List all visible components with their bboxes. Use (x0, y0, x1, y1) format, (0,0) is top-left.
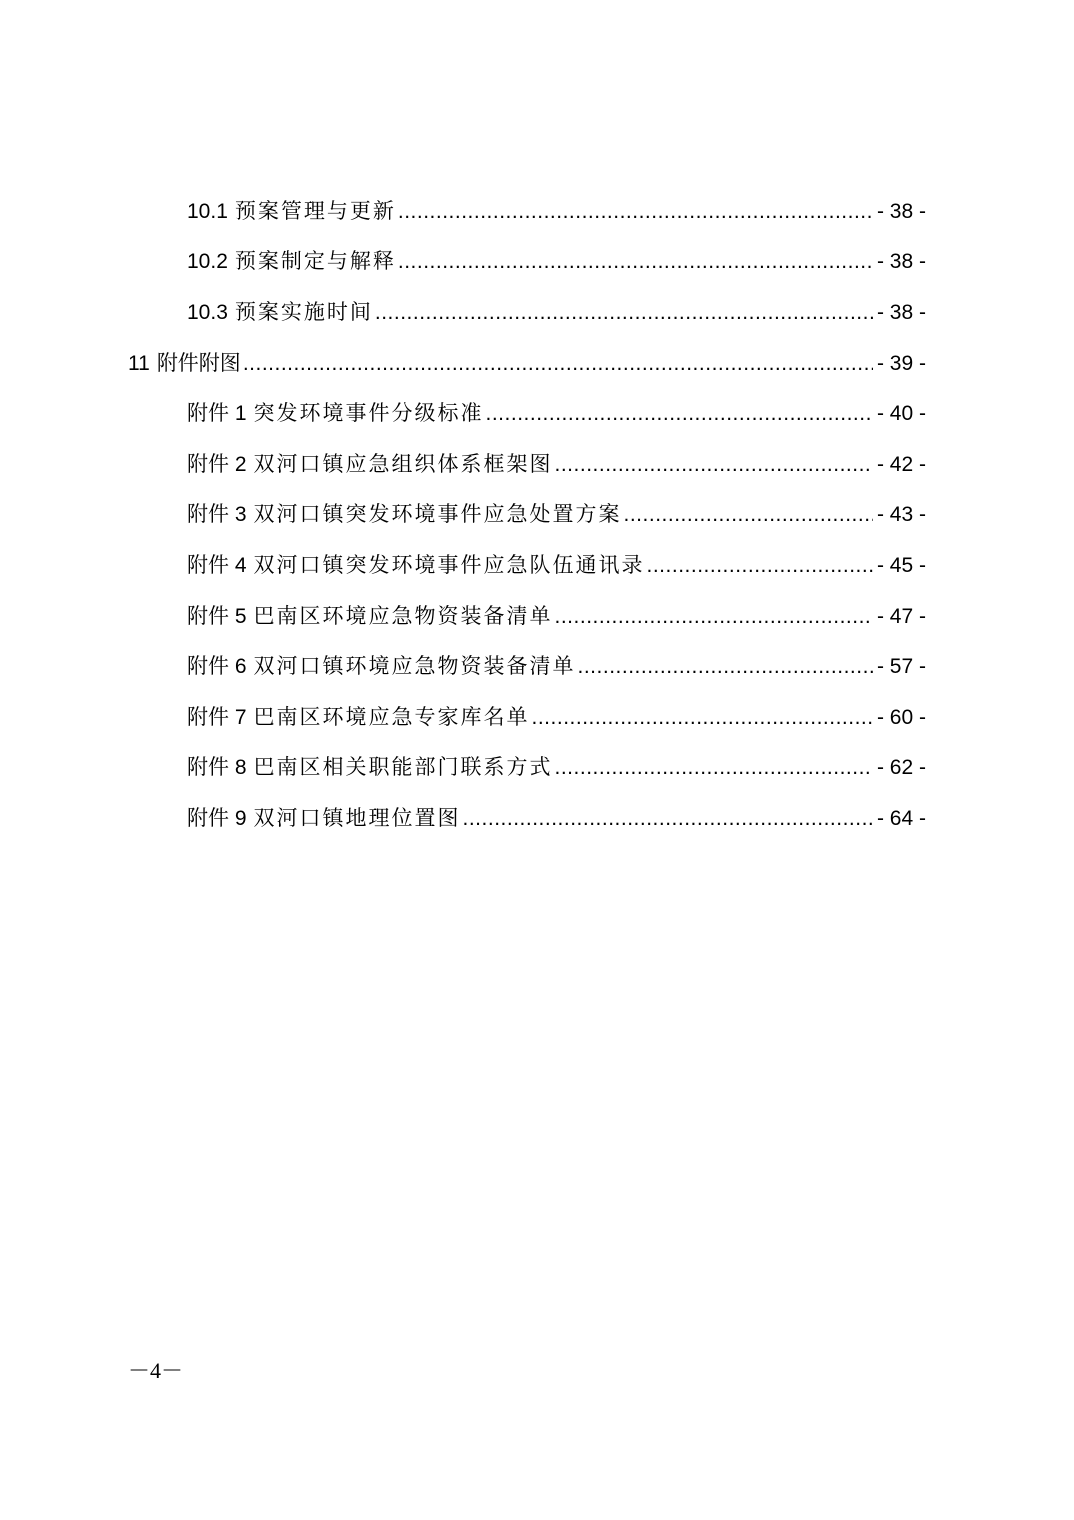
toc-entry-title: 突发环境事件分级标准 (253, 401, 484, 426)
toc-dot-leader (398, 251, 873, 272)
toc-entry-page: - 39 - (876, 351, 926, 375)
toc-entry-page: - 38 - (876, 199, 926, 223)
toc-entry-11[interactable] (0, 338, 1074, 389)
toc-entry-page: - 40 - (876, 402, 926, 426)
toc-entry-page: - 42 - (876, 452, 926, 476)
toc-entry-number: 附件 1 (187, 402, 247, 426)
toc-dot-leader (463, 808, 873, 829)
toc-entry-page: - 64 - (876, 806, 926, 830)
toc-entry-number: 附件 3 (187, 503, 247, 527)
toc-entry-title: 预案管理与更新 (234, 198, 396, 223)
toc-entry-number: 附件 9 (187, 806, 247, 830)
toc-dot-leader (486, 403, 873, 424)
toc-entry-page: - 38 - (876, 250, 926, 274)
toc-entry-title: 预案实施时间 (234, 299, 373, 324)
toc-entry-attachment-5[interactable] (0, 591, 1074, 642)
toc-entry-page: - 38 - (876, 300, 926, 324)
toc-entry-number: 附件 6 (187, 655, 247, 679)
toc-entry-number: 附件 4 (187, 553, 247, 577)
toc-entry-attachment-4[interactable] (0, 540, 1074, 591)
toc-entry-attachment-3[interactable] (0, 490, 1074, 541)
toc-entry-page: - 43 - (876, 503, 926, 527)
toc-entry-number: 10.3 (187, 300, 228, 324)
toc-dot-leader (555, 757, 873, 778)
toc-entry-title: 预案制定与解释 (234, 249, 396, 274)
toc-entry-title: 附件附图 (156, 350, 241, 375)
toc-dot-leader (555, 454, 873, 475)
toc-entry-title: 双河口镇应急组织体系框架图 (253, 451, 553, 476)
toc-entry-page: - 60 - (876, 705, 926, 729)
toc-entry-10-3[interactable] (0, 287, 1074, 338)
toc-dot-leader (532, 707, 873, 728)
toc-entry-title: 双河口镇地理位置图 (253, 805, 461, 830)
toc-entry-10-2[interactable] (0, 237, 1074, 288)
toc-entry-attachment-7[interactable] (0, 692, 1074, 743)
toc-entry-page: - 47 - (876, 604, 926, 628)
toc-entry-title: 双河口镇环境应急物资装备清单 (253, 654, 576, 679)
toc-entry-attachment-9[interactable] (0, 793, 1074, 844)
toc-entry-title: 巴南区环境应急物资装备清单 (253, 603, 553, 628)
toc-entry-title: 巴南区相关职能部门联系方式 (253, 755, 553, 780)
toc-dot-leader (555, 606, 873, 627)
toc-entry-page: - 45 - (876, 553, 926, 577)
toc-entry-10-1[interactable] (0, 186, 1074, 237)
toc-dot-leader (398, 201, 873, 222)
toc-entry-number: 11 (128, 351, 150, 375)
toc-entry-number: 附件 5 (187, 604, 247, 628)
toc-entry-number: 附件 8 (187, 756, 247, 780)
toc-entry-number: 附件 7 (187, 705, 247, 729)
toc-dot-leader (578, 656, 873, 677)
page-number: －4－ (128, 1358, 184, 1383)
toc-entry-attachment-1[interactable] (0, 388, 1074, 439)
toc-entry-attachment-8[interactable] (0, 743, 1074, 794)
toc-entry-number: 10.1 (187, 199, 228, 223)
table-of-contents (0, 186, 1074, 844)
toc-dot-leader (647, 555, 873, 576)
toc-entry-title: 巴南区环境应急专家库名单 (253, 704, 530, 729)
toc-entry-attachment-2[interactable] (0, 439, 1074, 490)
toc-dot-leader (375, 302, 873, 323)
toc-dot-leader (624, 504, 873, 525)
toc-entry-page: - 62 - (876, 756, 926, 780)
toc-dot-leader (243, 353, 873, 374)
toc-entry-page: - 57 - (876, 655, 926, 679)
toc-entry-number: 附件 2 (187, 452, 247, 476)
toc-entry-title: 双河口镇突发环境事件应急处置方案 (253, 502, 622, 527)
toc-entry-number: 10.2 (187, 250, 228, 274)
toc-entry-title: 双河口镇突发环境事件应急队伍通讯录 (253, 552, 645, 577)
toc-entry-attachment-6[interactable] (0, 641, 1074, 692)
